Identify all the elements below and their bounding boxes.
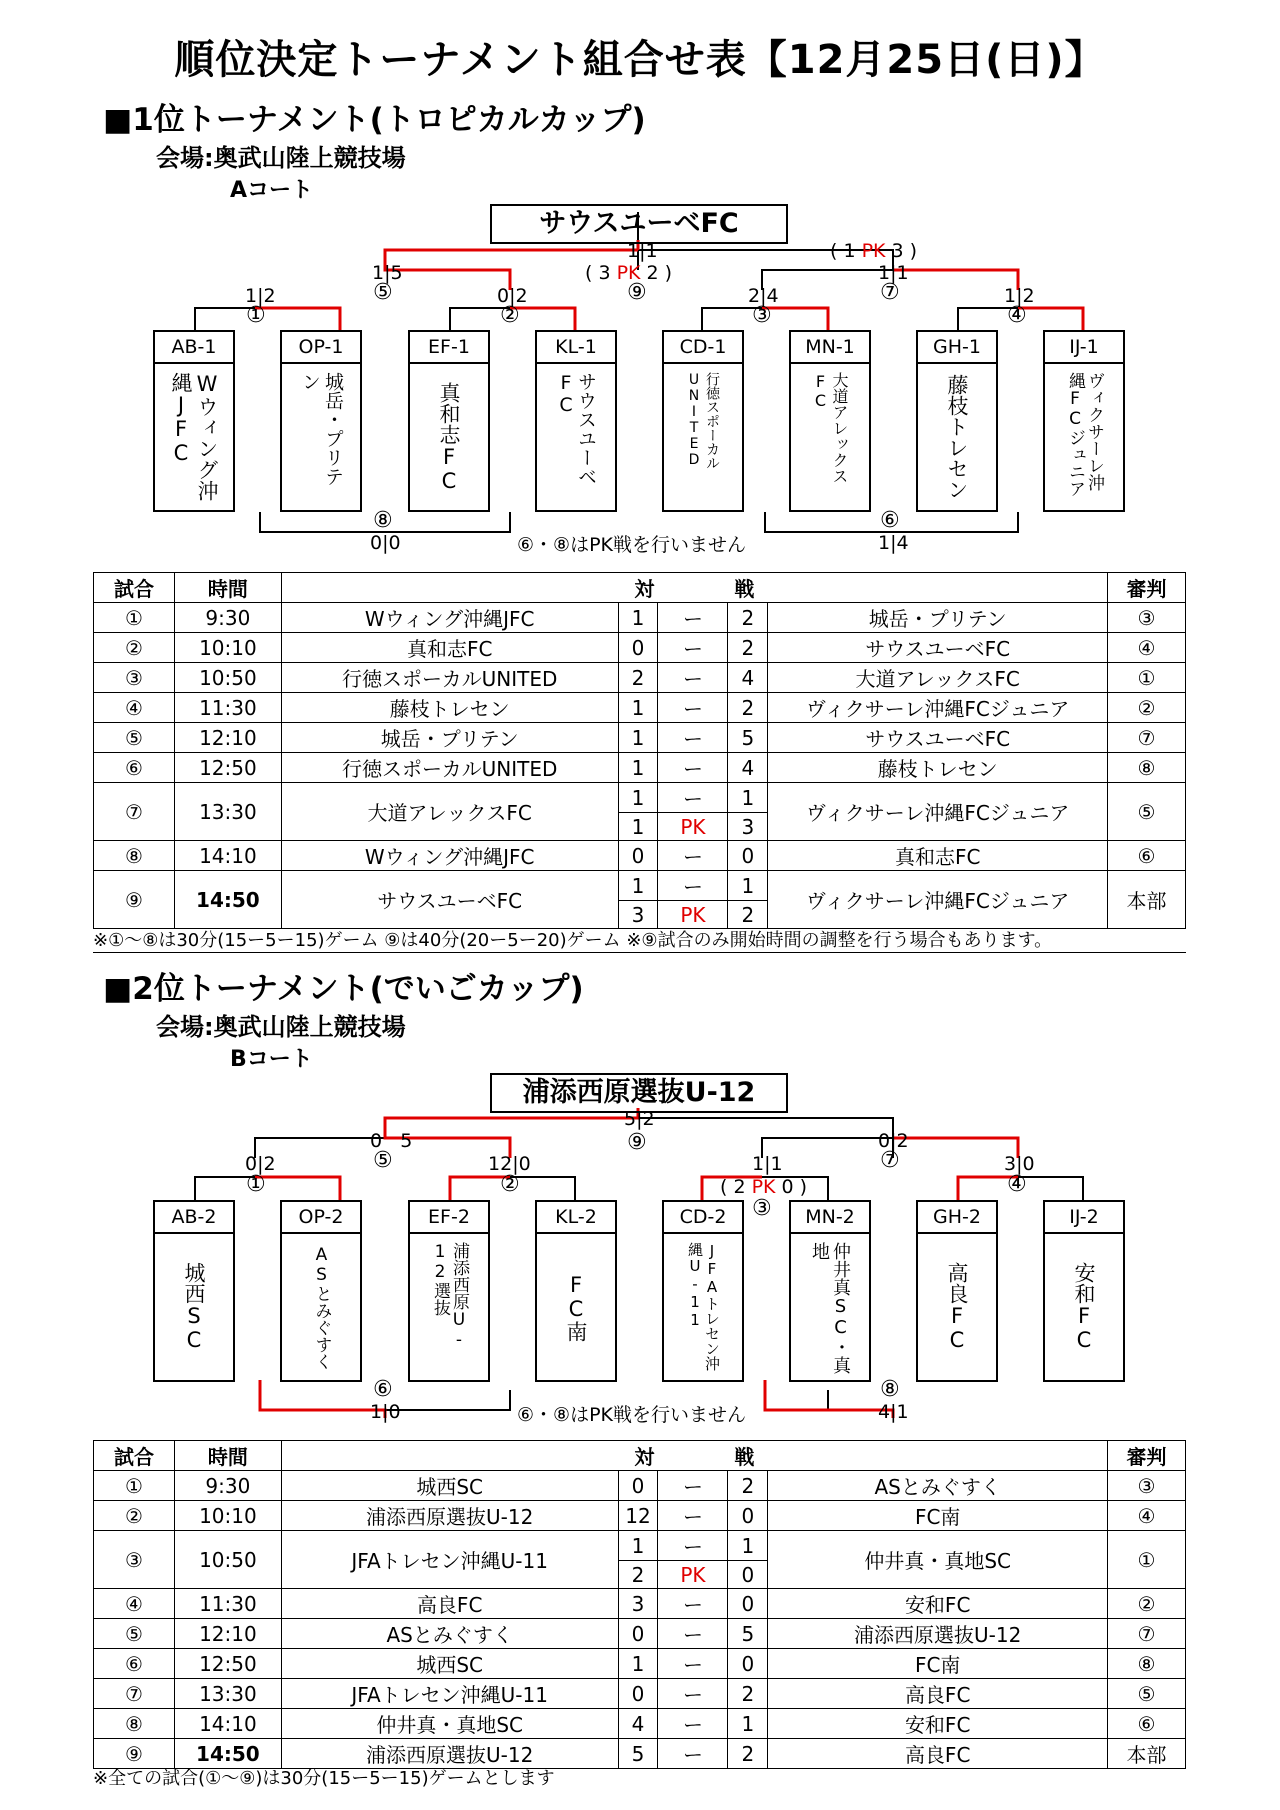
team-code: KL-2 — [537, 1202, 615, 1234]
table-cell: ー — [658, 663, 728, 693]
team-code: OP-2 — [282, 1202, 360, 1234]
table-cell: ③ — [1108, 603, 1186, 633]
table-row — [94, 871, 1186, 901]
table-cell: ヴィクサーレ沖縄FCジュニア — [768, 783, 1108, 841]
table-cell: 14:50 — [174, 871, 281, 929]
t1-circle-4: ④ — [1007, 303, 1027, 328]
team-name: JFAトレセン沖縄U-11 — [686, 1242, 721, 1371]
table-cell: ー — [658, 1471, 728, 1501]
t2-team-ij2 — [1043, 1200, 1125, 1382]
t1-results-table — [93, 572, 1186, 929]
table-cell: JFAトレセン沖縄U-11 — [281, 1679, 618, 1709]
team-code: GH-2 — [918, 1202, 996, 1234]
t2-m9-s2: 2 — [642, 1108, 655, 1130]
table-row — [94, 1649, 1186, 1679]
table-cell: 2 — [618, 663, 658, 693]
table-cell: ⑥ — [94, 753, 175, 783]
t1-m9-s2: 1 — [645, 240, 658, 262]
table-cell: 3 — [618, 1589, 658, 1619]
t1-m4-s1: 1 — [1004, 285, 1017, 307]
table-cell: 本部 — [1108, 871, 1186, 929]
table-cell: ー — [658, 1679, 728, 1709]
table-row — [94, 1619, 1186, 1649]
table-cell: 城西SC — [281, 1471, 618, 1501]
t2-circle-8: ⑧ — [880, 1377, 900, 1402]
table-cell: 12:10 — [174, 1619, 281, 1649]
table-cell: 12:50 — [174, 753, 281, 783]
t2-circle-4: ④ — [1007, 1172, 1027, 1197]
table-cell: PK — [658, 1561, 728, 1589]
t1-m5-s2: 5 — [390, 262, 403, 284]
team-name: 真和志FC — [437, 381, 461, 493]
table-cell: 0 — [618, 841, 658, 871]
table-cell: ① — [94, 603, 175, 633]
table-cell: 1 — [618, 871, 658, 901]
team-name: 安和FC — [1072, 1262, 1096, 1352]
table-cell: ー — [658, 753, 728, 783]
t1-circle-6: ⑥ — [880, 508, 900, 533]
t1-circle-3: ③ — [752, 303, 772, 328]
team-name: Wウィング沖縄JFC — [169, 372, 219, 501]
team-name: 仲井真SC・真地 — [809, 1242, 851, 1374]
table-cell: ⑧ — [1108, 1649, 1186, 1679]
table-cell: ⑥ — [1108, 1709, 1186, 1739]
table-cell: 2 — [728, 1739, 768, 1769]
t2-m5-s2: 5 — [400, 1130, 413, 1152]
t2-circle-5: ⑤ — [373, 1148, 393, 1173]
table-cell: 13:30 — [174, 783, 281, 841]
t2-m3-s2: 1 — [770, 1153, 783, 1175]
table-cell: ASとみぐすく — [281, 1619, 618, 1649]
t2-m7-s2: 2 — [896, 1130, 909, 1152]
t1-footnote: ※①～⑧は30分(15ー5ー15)ゲーム ⑨は40分(20ー5ー20)ゲーム ※⑨試合のみ開始時間の調整を行う場合もあります。 — [93, 926, 1186, 953]
t1-m8-s1: 0 — [370, 532, 383, 554]
t2-team-op2 — [280, 1200, 362, 1382]
table-cell: ① — [94, 1471, 175, 1501]
table-cell: ー — [658, 633, 728, 663]
t1-pk7: ( 1 PK 3 ) — [830, 240, 918, 262]
table-cell: ヴィクサーレ沖縄FCジュニア — [768, 693, 1108, 723]
t2-circle-9: ⑨ — [627, 1130, 647, 1155]
table-cell: FC南 — [768, 1501, 1108, 1531]
table-row — [94, 1471, 1186, 1501]
table-row — [94, 1709, 1186, 1739]
t1-team-mn1 — [789, 330, 871, 512]
t1-circle-7: ⑦ — [880, 280, 900, 305]
table-row — [94, 633, 1186, 663]
table-cell: 10:10 — [174, 633, 281, 663]
t1-team-kl1 — [535, 330, 617, 512]
table-cell: 城西SC — [281, 1649, 618, 1679]
table-row — [94, 693, 1186, 723]
table-cell: 12:10 — [174, 723, 281, 753]
table-row — [94, 1501, 1186, 1531]
th-vs: 対 戦 — [281, 1441, 1107, 1471]
team-name: FC南 — [564, 1272, 588, 1342]
table-cell: 0 — [618, 1471, 658, 1501]
team-code: AB-1 — [155, 332, 233, 364]
t1-m7-s1: 1 — [878, 262, 891, 284]
team-name: 浦添西原U-12選抜 — [430, 1242, 469, 1350]
table-cell: 本部 — [1108, 1739, 1186, 1769]
table-cell: ④ — [1108, 1501, 1186, 1531]
table-cell: 1 — [618, 603, 658, 633]
team-code: MN-1 — [791, 332, 869, 364]
table-cell: Wウィング沖縄JFC — [281, 603, 618, 633]
t1-m3-s1: 2 — [748, 285, 761, 307]
table-cell: ー — [658, 841, 728, 871]
t2-footnote: ※全ての試合(①～⑨)は30分(15ー5ー15)ゲームとします — [93, 1768, 555, 1789]
t1-champion: サウスユーベFC — [490, 204, 788, 244]
table-cell: 0 — [728, 1649, 768, 1679]
table-cell: 0 — [728, 1501, 768, 1531]
t1-circle-9: ⑨ — [627, 280, 647, 305]
table-cell: 1 — [618, 783, 658, 813]
team-name: 高良FC — [945, 1262, 969, 1352]
table-cell: 行徳スポーカルUNITED — [281, 753, 618, 783]
table-cell: ⑨ — [94, 1739, 175, 1769]
t2-team-ef2 — [408, 1200, 490, 1382]
t1-m2-s2: 2 — [515, 285, 528, 307]
table-cell: 12 — [618, 1501, 658, 1531]
table-cell: 安和FC — [768, 1709, 1108, 1739]
t1-m6-s2: 4 — [896, 532, 909, 554]
table-cell: ① — [1108, 663, 1186, 693]
t1-team-op1 — [280, 330, 362, 512]
table-row — [94, 723, 1186, 753]
table-cell: ー — [658, 1649, 728, 1679]
table-cell: ー — [658, 603, 728, 633]
table-cell: ヴィクサーレ沖縄FCジュニア — [768, 871, 1108, 929]
table-cell: ② — [1108, 1589, 1186, 1619]
table-cell: 2 — [728, 693, 768, 723]
table-cell: 9:30 — [174, 1471, 281, 1501]
table-cell: 10:50 — [174, 1531, 281, 1589]
team-code: CD-2 — [664, 1202, 742, 1234]
table-cell: 14:10 — [174, 1709, 281, 1739]
table-cell: 13:30 — [174, 1679, 281, 1709]
th-vs: 対 戦 — [281, 573, 1107, 603]
table-row — [94, 1589, 1186, 1619]
team-code: AB-2 — [155, 1202, 233, 1234]
t2-champion: 浦添西原選抜U-12 — [490, 1073, 788, 1113]
table-cell: 5 — [618, 1739, 658, 1769]
table-cell: 12:50 — [174, 1649, 281, 1679]
table-cell: 浦添西原選抜U-12 — [281, 1501, 618, 1531]
t1-m9-s1: 1 — [627, 240, 640, 262]
table-cell: 大道アレックスFC — [281, 783, 618, 841]
th-time: 時間 — [174, 1441, 281, 1471]
table-cell: ② — [94, 633, 175, 663]
table-cell: 1 — [728, 1531, 768, 1561]
table-cell: 0 — [618, 633, 658, 663]
t2-m3-s1: 1 — [752, 1153, 765, 1175]
table-cell: 0 — [728, 841, 768, 871]
t2-no-pk-note: ⑥・⑧はPK戦を行いません — [517, 1404, 746, 1426]
t2-pk3: ( 2 PK 0 ) — [720, 1176, 808, 1198]
table-cell: 1 — [618, 1649, 658, 1679]
t2-m5-s1: 0 — [370, 1130, 383, 1152]
table-cell: ー — [658, 1619, 728, 1649]
t2-team-kl2 — [535, 1200, 617, 1382]
th-ref: 審判 — [1108, 1441, 1186, 1471]
table-cell: PK — [658, 813, 728, 841]
t2-m4-s1: 3 — [1004, 1153, 1017, 1175]
table-cell: ⑦ — [1108, 1619, 1186, 1649]
table-cell: ー — [658, 1739, 728, 1769]
table-cell: 11:30 — [174, 1589, 281, 1619]
table-cell: 1 — [728, 1709, 768, 1739]
table-cell: 1 — [618, 693, 658, 723]
team-name: ASとみぐすく — [311, 1244, 332, 1370]
table-cell: 4 — [728, 753, 768, 783]
team-name: ヴィクサーレ沖縄FCジュニア — [1065, 372, 1104, 497]
t2-circle-7: ⑦ — [880, 1148, 900, 1173]
team-code: OP-1 — [282, 332, 360, 364]
table-cell: JFAトレセン沖縄U-11 — [281, 1531, 618, 1589]
th-ref: 審判 — [1108, 573, 1186, 603]
t1-circle-5: ⑤ — [373, 280, 393, 305]
t1-heading: ■1位トーナメント(トロピカルカップ) — [103, 102, 646, 138]
table-cell: ー — [658, 1501, 728, 1531]
table-row — [94, 783, 1186, 813]
table-cell: 4 — [618, 1709, 658, 1739]
t2-circle-6: ⑥ — [373, 1377, 393, 1402]
table-cell: ー — [658, 693, 728, 723]
table-cell: 0 — [618, 1619, 658, 1649]
table-cell: ⑧ — [1108, 753, 1186, 783]
t1-team-ab1 — [153, 330, 235, 512]
t2-circle-1: ① — [246, 1172, 266, 1197]
team-code: IJ-1 — [1045, 332, 1123, 364]
table-cell: 1 — [618, 813, 658, 841]
t2-m9-s1: 5 — [624, 1108, 637, 1130]
t2-m4-s2: 0 — [1022, 1153, 1035, 1175]
table-cell: 2 — [728, 1679, 768, 1709]
table-cell: 真和志FC — [768, 841, 1108, 871]
table-cell: 2 — [728, 1471, 768, 1501]
team-code: MN-2 — [791, 1202, 869, 1234]
table-cell: 0 — [728, 1561, 768, 1589]
table-cell: ② — [94, 1501, 175, 1531]
table-cell: 5 — [728, 723, 768, 753]
table-cell: 4 — [728, 663, 768, 693]
table-cell: 浦添西原選抜U-12 — [281, 1739, 618, 1769]
table-cell: ① — [1108, 1531, 1186, 1589]
table-cell: ⑤ — [1108, 783, 1186, 841]
table-cell: ⑦ — [94, 1679, 175, 1709]
table-cell: サウスユーベFC — [281, 871, 618, 929]
table-cell: 1 — [618, 1531, 658, 1561]
table-cell: 11:30 — [174, 693, 281, 723]
table-cell: 14:10 — [174, 841, 281, 871]
table-cell: 10:50 — [174, 663, 281, 693]
table-cell: 14:50 — [174, 1739, 281, 1769]
table-cell: ASとみぐすく — [768, 1471, 1108, 1501]
table-cell: ④ — [94, 693, 175, 723]
table-cell: 行徳スポーカルUNITED — [281, 663, 618, 693]
team-code: KL-1 — [537, 332, 615, 364]
table-cell: ー — [658, 1531, 728, 1561]
team-code: EF-1 — [410, 332, 488, 364]
table-cell: ー — [658, 1709, 728, 1739]
table-cell: ⑥ — [94, 1649, 175, 1679]
table-cell: 1 — [728, 871, 768, 901]
table-cell: 9:30 — [174, 603, 281, 633]
t1-team-ij1 — [1043, 330, 1125, 512]
table-cell: ③ — [94, 1531, 175, 1589]
table-cell: 2 — [728, 603, 768, 633]
team-name: 城西SC — [182, 1262, 206, 1352]
t1-m1-s1: 1 — [245, 285, 258, 307]
table-cell: 城岳・プリテン — [281, 723, 618, 753]
page-title: 順位決定トーナメント組合せ表【12月25日(日)】 — [174, 37, 1106, 83]
t2-team-mn2 — [789, 1200, 871, 1382]
t2-venue: 会場:奥武山陸上競技場 — [156, 1013, 406, 1041]
table-row — [94, 841, 1186, 871]
table-cell: 安和FC — [768, 1589, 1108, 1619]
t2-team-gh2 — [916, 1200, 998, 1382]
table-cell: 10:10 — [174, 1501, 281, 1531]
table-cell: 1 — [618, 723, 658, 753]
table-cell: ー — [658, 1589, 728, 1619]
table-cell: 2 — [728, 901, 768, 929]
team-name: 行徳スポーカルUNITED — [686, 372, 720, 470]
t2-m1-s1: 0 — [245, 1153, 258, 1175]
table-cell: ー — [658, 871, 728, 901]
t2-m6-s2: 0 — [388, 1401, 401, 1423]
table-cell: 城岳・プリテン — [768, 603, 1108, 633]
t1-m8-s2: 0 — [388, 532, 401, 554]
table-cell: ③ — [1108, 1471, 1186, 1501]
t1-court: Aコート — [230, 178, 314, 203]
t2-m8-s2: 1 — [896, 1401, 909, 1423]
table-row — [94, 663, 1186, 693]
t1-m7-s2: 1 — [896, 262, 909, 284]
th-time: 時間 — [174, 573, 281, 603]
t2-m8-s1: 4 — [878, 1401, 891, 1423]
table-cell: ④ — [94, 1589, 175, 1619]
table-cell: 0 — [618, 1679, 658, 1709]
t1-circle-1: ① — [246, 303, 266, 328]
t1-m3-s2: 4 — [766, 285, 779, 307]
table-cell: 高良FC — [768, 1739, 1108, 1769]
table-cell: サウスユーベFC — [768, 723, 1108, 753]
t1-circle-2: ② — [500, 303, 520, 328]
t2-m1-s2: 2 — [263, 1153, 276, 1175]
t1-team-cd1 — [662, 330, 744, 512]
team-name: 大道アレックスFC — [811, 372, 849, 484]
table-cell: 高良FC — [281, 1589, 618, 1619]
t1-pk9: ( 3 PK 2 ) — [585, 262, 673, 284]
table-cell: ⑦ — [1108, 723, 1186, 753]
t2-team-cd2 — [662, 1200, 744, 1382]
team-code: GH-1 — [918, 332, 996, 364]
table-cell: 3 — [728, 813, 768, 841]
table-cell: 2 — [618, 1561, 658, 1589]
t2-heading: ■2位トーナメント(でいごカップ) — [103, 971, 584, 1007]
table-cell: サウスユーベFC — [768, 633, 1108, 663]
th-match: 試合 — [94, 573, 175, 603]
t1-team-ef1 — [408, 330, 490, 512]
table-cell: ⑦ — [94, 783, 175, 841]
table-cell: ⑧ — [94, 841, 175, 871]
table-cell: ⑤ — [94, 1619, 175, 1649]
t1-team-gh1 — [916, 330, 998, 512]
table-cell: ② — [1108, 693, 1186, 723]
table-cell: 5 — [728, 1619, 768, 1649]
table-cell: 浦添西原選抜U-12 — [768, 1619, 1108, 1649]
t2-m7-s1: 0 — [878, 1130, 891, 1152]
t1-m2-s1: 0 — [497, 285, 510, 307]
t2-team-ab2 — [153, 1200, 235, 1382]
table-cell: ③ — [94, 663, 175, 693]
t1-m5-s1: 1 — [372, 262, 385, 284]
team-name: サウスユーベFC — [555, 372, 597, 486]
t1-no-pk-note: ⑥・⑧はPK戦を行いません — [517, 534, 746, 556]
table-cell: 大道アレックスFC — [768, 663, 1108, 693]
table-cell: 0 — [728, 1589, 768, 1619]
table-cell: ④ — [1108, 633, 1186, 663]
table-cell: 1 — [728, 783, 768, 813]
table-cell: ⑥ — [1108, 841, 1186, 871]
team-name: 藤枝トレセン — [945, 374, 969, 500]
t1-m4-s2: 2 — [1022, 285, 1035, 307]
t1-circle-8: ⑧ — [373, 508, 393, 533]
table-cell: 藤枝トレセン — [768, 753, 1108, 783]
th-match: 試合 — [94, 1441, 175, 1471]
table-row — [94, 753, 1186, 783]
table-row — [94, 1531, 1186, 1561]
table-cell: 2 — [728, 633, 768, 663]
table-cell: ⑤ — [94, 723, 175, 753]
table-cell: 1 — [618, 753, 658, 783]
table-row — [94, 603, 1186, 633]
table-cell: ⑤ — [1108, 1679, 1186, 1709]
table-cell: ー — [658, 723, 728, 753]
t1-m1-s2: 2 — [263, 285, 276, 307]
table-cell: FC南 — [768, 1649, 1108, 1679]
t2-results-table — [93, 1440, 1186, 1769]
table-cell: 藤枝トレセン — [281, 693, 618, 723]
t2-court: Bコート — [230, 1047, 313, 1072]
table-cell: 仲井真・真地SC — [281, 1709, 618, 1739]
table-cell: 高良FC — [768, 1679, 1108, 1709]
t2-circle-2: ② — [500, 1172, 520, 1197]
team-code: IJ-2 — [1045, 1202, 1123, 1234]
team-name: 城岳・プリテン — [299, 372, 344, 486]
table-cell: Wウィング沖縄JFC — [281, 841, 618, 871]
t1-m6-s1: 1 — [878, 532, 891, 554]
table-cell: 3 — [618, 901, 658, 929]
table-cell: ー — [658, 783, 728, 813]
table-row — [94, 1679, 1186, 1709]
t2-m2-s1: 12 — [488, 1153, 513, 1175]
table-cell: 真和志FC — [281, 633, 618, 663]
team-code: EF-2 — [410, 1202, 488, 1234]
table-cell: ⑧ — [94, 1709, 175, 1739]
table-cell: PK — [658, 901, 728, 929]
table-cell: ⑨ — [94, 871, 175, 929]
table-cell: 仲井真・真地SC — [768, 1531, 1108, 1589]
t1-venue: 会場:奥武山陸上競技場 — [156, 144, 406, 172]
team-code: CD-1 — [664, 332, 742, 364]
t2-m2-s2: 0 — [518, 1153, 531, 1175]
t2-m6-s1: 1 — [370, 1401, 383, 1423]
t2-circle-3: ③ — [752, 1196, 772, 1221]
